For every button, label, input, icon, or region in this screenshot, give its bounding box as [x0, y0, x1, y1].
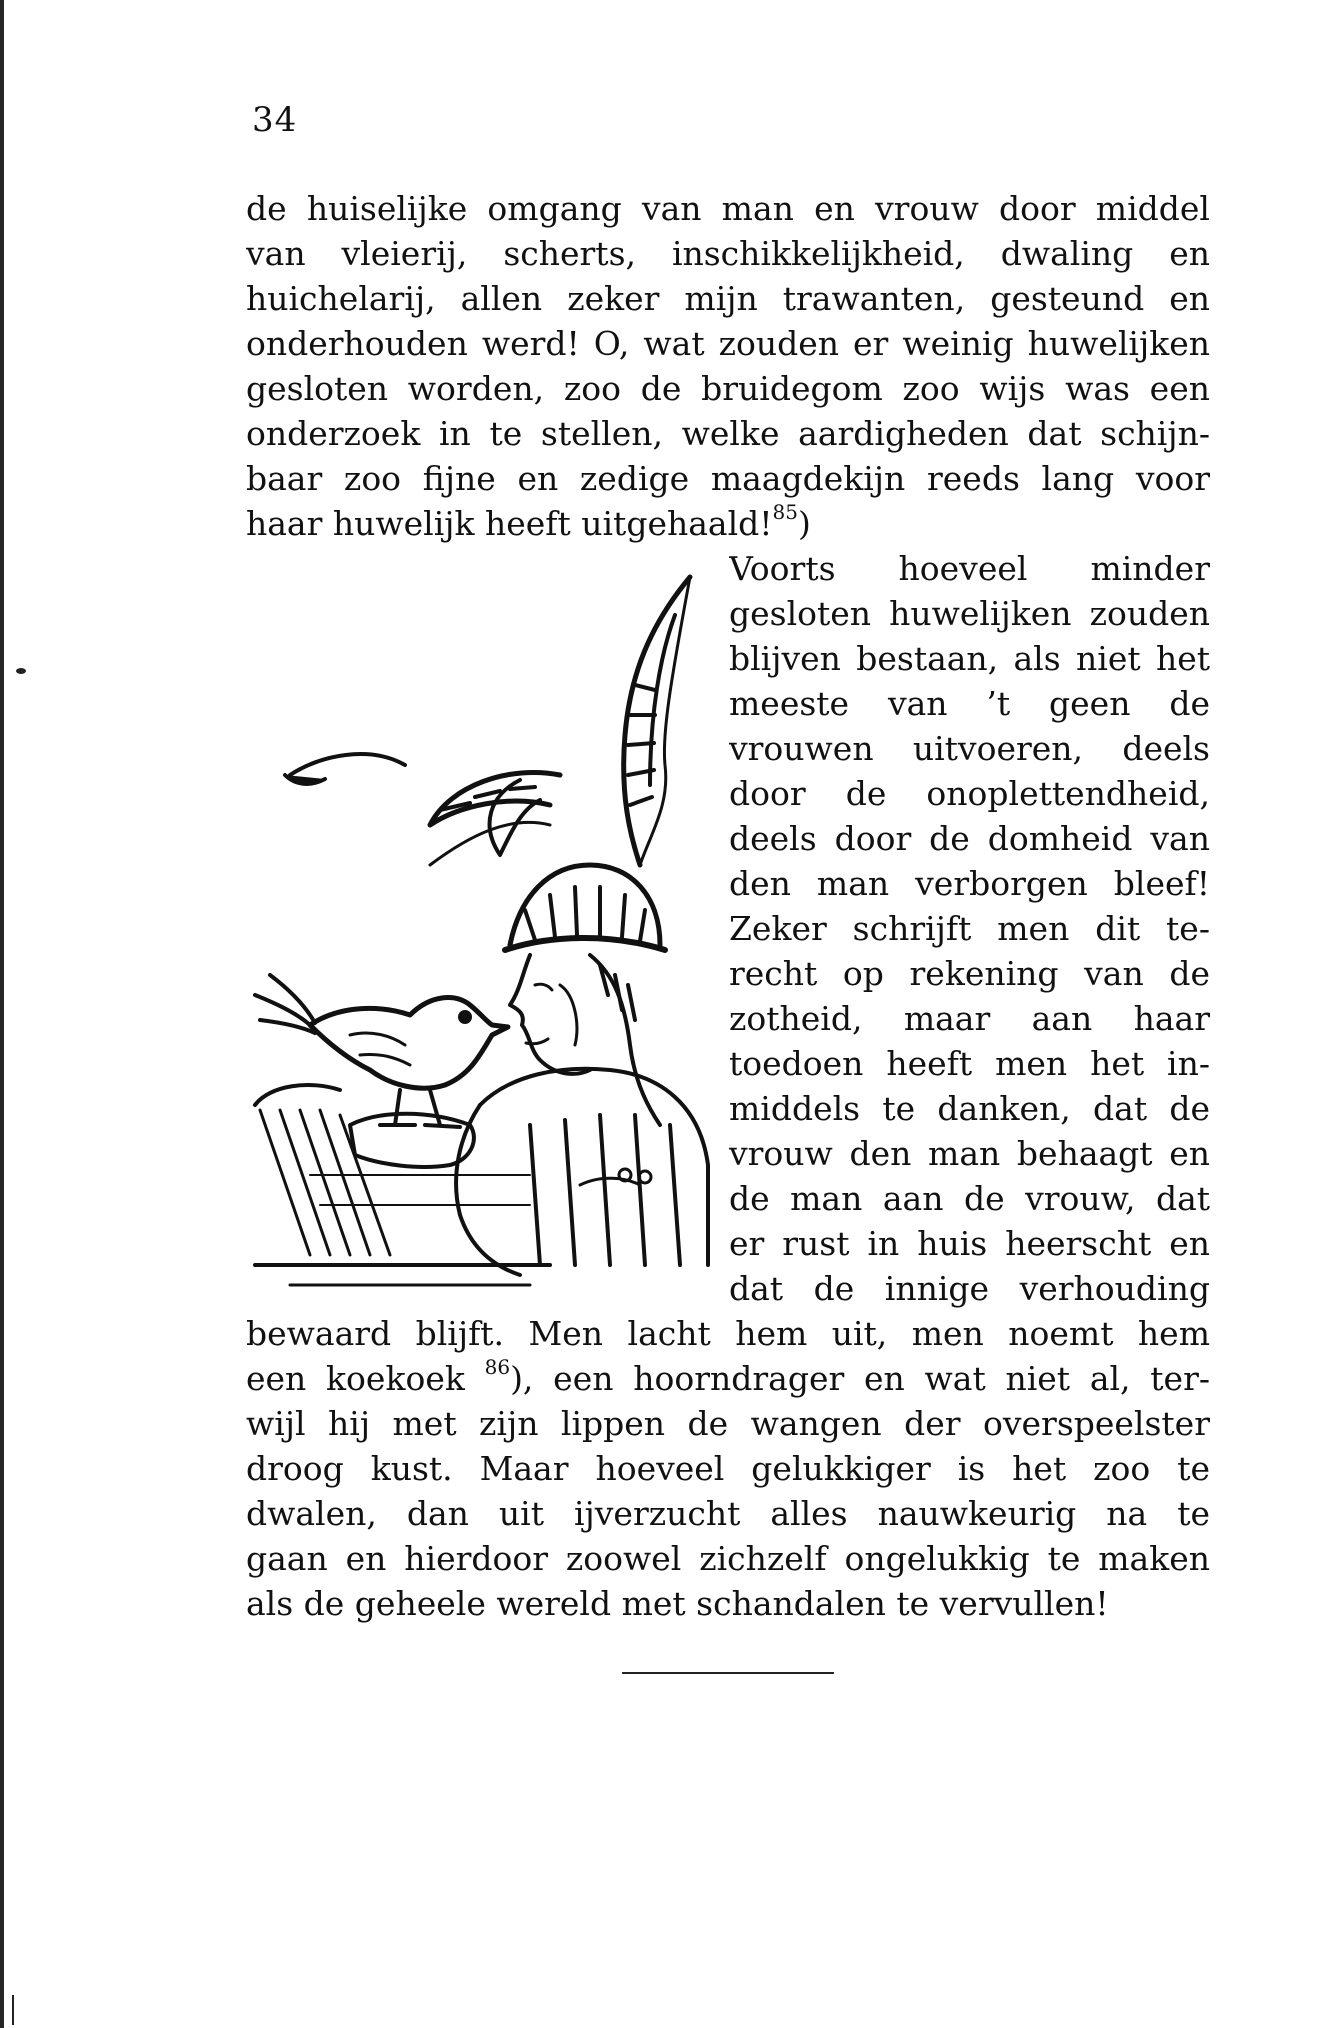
text-line: droog kust. Maar hoeveel gelukkiger is het zoo te — [246, 1449, 1210, 1488]
text-line: den man verborgen bleef! — [729, 864, 1210, 903]
text-line: de man aan de vrouw, dat — [729, 1179, 1210, 1218]
text-line: dat de innige verhouding — [729, 1269, 1210, 1308]
text-line: door de onoplettendheid, — [729, 774, 1210, 813]
text-line: Voorts hoeveel minder — [729, 549, 1210, 588]
text-line: onderzoek in te stellen, welke aardigheden dat schijn- — [246, 414, 1210, 453]
text-line: blijven bestaan, als niet het — [729, 639, 1210, 678]
text-line: recht op rekening van de — [729, 954, 1210, 993]
text-line: er rust in huis heerscht en — [729, 1224, 1210, 1263]
text-line: van vleierij, scherts, inschikkelijkheid, dwaling en — [246, 234, 1210, 273]
text-line: als de geheele wereld met schandalen te vervullen! — [246, 1584, 1109, 1623]
text-line: gesloten huwelijken zouden — [729, 594, 1210, 633]
text-line: de huiselijke omgang van man en vrouw door middel — [246, 189, 1210, 228]
text-fragment: haar huwelijk heeft uitgehaald! — [246, 504, 773, 543]
text-line: meeste van ’t geen de — [729, 684, 1210, 723]
text-line: toedoen heeft men het in- — [729, 1044, 1210, 1083]
text-line: gaan en hierdoor zoowel zichzelf ongelukkig te maken — [246, 1539, 1210, 1578]
text-line: bewaard blijft. Men lacht hem uit, men noemt hem — [246, 1314, 1210, 1353]
text-line — [246, 1356, 1210, 1402]
text-fragment: een koekoek — [246, 1359, 485, 1398]
binding-edge — [0, 0, 4, 2028]
text-line: deels door de domheid van — [729, 819, 1210, 858]
text-fragment: ) — [797, 504, 811, 543]
text-line: vrouw den man behaagt en — [729, 1134, 1210, 1173]
woodcut-illustration — [230, 565, 710, 1295]
text-line: gesloten worden, zoo de bruidegom zoo wijs was een — [246, 369, 1210, 408]
text-line: middels te danken, dat de — [729, 1089, 1210, 1128]
text-fragment: ), een hoorndrager en wat niet al, ter- — [510, 1359, 1210, 1398]
text-line: Zeker schrijft men dit te- — [729, 909, 1210, 948]
print-speck — [12, 1995, 14, 2025]
print-speck — [16, 668, 26, 674]
text-line: zotheid, maar aan haar — [729, 999, 1210, 1038]
text-line: onderhouden werd! O, wat zouden er weinig huwelijken — [246, 324, 1210, 363]
footnote-ref: 85 — [772, 501, 798, 524]
text-line: huichelarij, allen zeker mijn trawanten, gesteund en — [246, 279, 1210, 318]
section-divider — [622, 1672, 834, 1674]
text-line: baar zoo fijne en zedige maagdekijn reeds lang voor — [246, 459, 1210, 498]
text-line: vrouwen uitvoeren, deels — [729, 729, 1210, 768]
text-line — [246, 501, 1210, 547]
text-line: wijl hij met zijn lippen de wangen der overspeelster — [246, 1404, 1210, 1443]
page-number: 34 — [252, 100, 298, 140]
footnote-ref: 86 — [484, 1356, 511, 1379]
text-line: dwalen, dan uit ijverzucht alles nauwkeurig na te — [246, 1494, 1210, 1533]
